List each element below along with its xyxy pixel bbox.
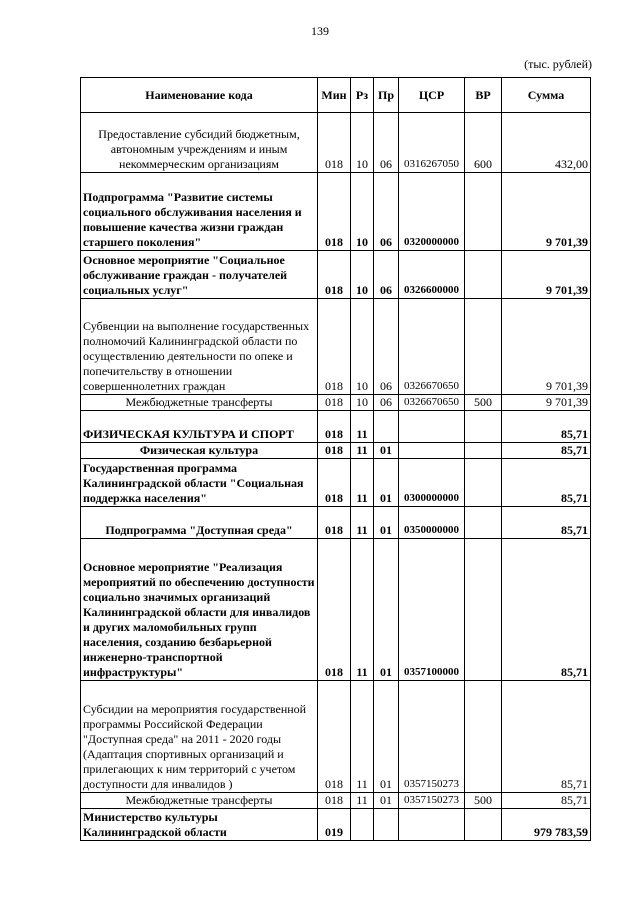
row-min: 018 [318,443,351,459]
row-name: Предоставление субсидий бюджетным, автономным учреждениям и иным некоммерческим организациям [81,113,318,173]
row-min: 018 [318,395,351,411]
row-min: 018 [318,113,351,173]
row-min: 018 [318,539,351,681]
row-sum: 85,71 [502,539,591,681]
row-csr: 0300000000 [399,459,465,507]
row-sum: 85,71 [502,443,591,459]
row-csr: 0326670650 [399,395,465,411]
row-name: Государственная программа Калининградской области "Социальная поддержка населения" [81,459,318,507]
row-sum: 85,71 [502,459,591,507]
row-vr [465,539,502,681]
header-vr: ВР [465,78,502,113]
row-sum: 85,71 [502,681,591,793]
row-csr: 0326670650 [399,299,465,395]
budget-table [80,77,591,841]
table-row [81,411,591,443]
row-sum: 9 701,39 [502,173,591,251]
row-sum: 9 701,39 [502,299,591,395]
row-vr [465,411,502,443]
row-sum: 85,71 [502,411,591,443]
row-csr: 0326600000 [399,251,465,299]
row-vr: 500 [465,793,502,809]
units-label: (тыс. рублей) [524,57,592,71]
row-sum: 85,71 [502,793,591,809]
row-min: 019 [318,809,351,841]
row-name: Межбюджетные трансферты [81,395,318,411]
row-sum: 85,71 [502,507,591,539]
row-name: Субвенции на выполнение государственных полномочий Калининградской области по осуществлению деятельности по опеке и попечительству в отношении совершеннолетних граждан [81,299,318,395]
row-pr: 06 [374,173,399,251]
row-name: Межбюджетные трансферты [81,793,318,809]
row-rz: 11 [351,681,374,793]
row-name: Основное мероприятие "Реализация мероприятий по обеспечению доступности социально значимых организаций Калининградской области для инвалидов и других маломобильных групп населения, созданию безбарьерной инженерно-транспортной инфраструктуры" [81,539,318,681]
header-min: Мин [318,78,351,113]
row-csr [399,411,465,443]
row-min: 018 [318,793,351,809]
row-min: 018 [318,251,351,299]
table-row [81,793,591,809]
table-row [81,251,591,299]
row-rz: 10 [351,113,374,173]
row-rz: 11 [351,443,374,459]
row-pr [374,411,399,443]
row-min: 018 [318,681,351,793]
row-name: Подпрограмма "Развитие системы социального обслуживания населения и повышение качества жизни граждан старшего поколения" [81,173,318,251]
row-rz: 11 [351,507,374,539]
table-row [81,459,591,507]
row-pr: 06 [374,251,399,299]
row-rz: 11 [351,539,374,681]
row-rz [351,809,374,841]
row-rz: 11 [351,459,374,507]
header-rz: Рз [351,78,374,113]
row-vr: 600 [465,113,502,173]
row-vr [465,459,502,507]
header-pr: Пр [374,78,399,113]
table-row [81,507,591,539]
row-rz: 10 [351,251,374,299]
row-vr [465,443,502,459]
row-pr: 01 [374,539,399,681]
header-csr: ЦСР [399,78,465,113]
row-pr: 06 [374,299,399,395]
row-vr [465,809,502,841]
row-csr: 0350000000 [399,507,465,539]
row-min: 018 [318,173,351,251]
row-pr: 01 [374,507,399,539]
page-number: 139 [311,24,329,38]
table-row [81,539,591,681]
row-csr: 0316267050 [399,113,465,173]
row-csr: 0357100000 [399,539,465,681]
table-row [81,173,591,251]
header-name: Наименование кода [81,78,318,113]
row-csr [399,443,465,459]
row-name: Министерство культуры Калининградской области [81,809,318,841]
table-row [81,113,591,173]
row-sum: 9 701,39 [502,251,591,299]
row-rz: 11 [351,411,374,443]
row-csr: 0357150273 [399,793,465,809]
table-row [81,299,591,395]
row-vr [465,173,502,251]
row-min: 018 [318,299,351,395]
row-rz: 10 [351,299,374,395]
row-name: ФИЗИЧЕСКАЯ КУЛЬТУРА И СПОРТ [81,411,318,443]
row-vr [465,681,502,793]
row-csr: 0320000000 [399,173,465,251]
row-name: Основное мероприятие "Социальное обслуживание граждан - получателей социальных услуг" [81,251,318,299]
row-name: Физическая культура [81,443,318,459]
table-row [81,681,591,793]
row-min: 018 [318,507,351,539]
row-min: 018 [318,411,351,443]
row-rz: 10 [351,173,374,251]
row-vr: 500 [465,395,502,411]
row-sum: 979 783,59 [502,809,591,841]
row-rz: 11 [351,793,374,809]
row-pr: 01 [374,443,399,459]
header-row [81,78,591,113]
table-row [81,443,591,459]
row-pr: 01 [374,793,399,809]
row-name: Субсидии на мероприятия государственной программы Российской Федерации "Доступная среда" на 2011 - 2020 годы (Адаптация спортивных организаций и прилегающих к ним территорий с учетом доступности для инвалидов ) [81,681,318,793]
row-vr [465,251,502,299]
row-csr: 0357150273 [399,681,465,793]
table-row [81,809,591,841]
row-name: Подпрограмма "Доступная среда" [81,507,318,539]
row-rz: 10 [351,395,374,411]
table-row [81,395,591,411]
row-sum: 9 701,39 [502,395,591,411]
row-pr: 01 [374,459,399,507]
row-pr [374,809,399,841]
row-vr [465,299,502,395]
row-pr: 01 [374,681,399,793]
row-csr [399,809,465,841]
row-pr: 06 [374,395,399,411]
row-vr [465,507,502,539]
row-min: 018 [318,459,351,507]
row-pr: 06 [374,113,399,173]
header-sum: Сумма [502,78,591,113]
row-sum: 432,00 [502,113,591,173]
